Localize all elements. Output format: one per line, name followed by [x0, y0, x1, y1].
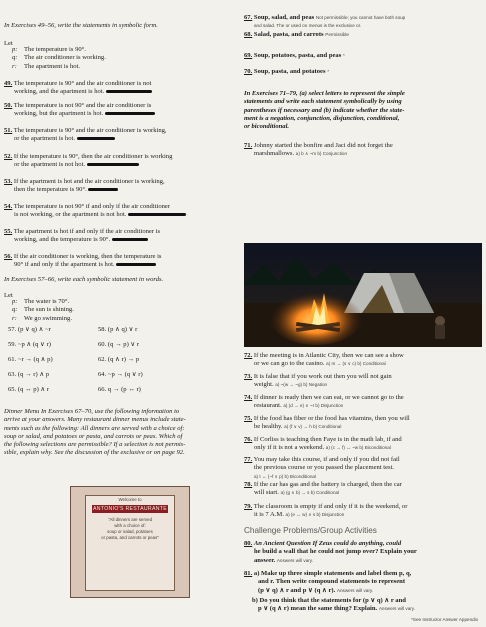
exercise-69: 69. Soup, potatoes, pasta, and peas *	[244, 52, 345, 59]
footnote: *See Instructor Answer Appendix	[411, 617, 478, 622]
exercise-49: 49. The temperature is 90° and the air conditioner is not working, and the apartment is hot.	[4, 80, 152, 96]
exercise-54: 54. The temperature is not 90° if and only if the air conditioner is not working, or the apartment is not hot.	[4, 203, 240, 220]
definitions-block	[12, 46, 106, 71]
exercise-50: 50. The temperature is not 90° and the air conditioner is working, but the apartment is hot.	[4, 102, 240, 119]
exercise-66: 66. q → (p ↔ r)	[98, 386, 141, 393]
campfire-photo	[244, 243, 482, 347]
restaurant-menu-image	[70, 486, 190, 598]
definition-r: r: The apartment is hot.	[12, 62, 81, 70]
let-label-2: Let	[4, 292, 13, 299]
exercise-64: 64. ~p → (q ∨ r)	[98, 371, 143, 378]
handwritten-answer-scribble	[105, 112, 155, 115]
menu-card	[85, 495, 175, 591]
exercise-79: 79. The classroom is empty if and only if it is the weekend, or it is 7 A.M. a) (e ↔ w) ∨ s b) Disjunction	[244, 503, 408, 519]
definition-p: p: The water is 70°.	[12, 298, 70, 305]
definition-q: q: The air conditioner is working.	[12, 54, 106, 62]
exercise-65: 65. (q ↔ p) ∧ r	[8, 386, 50, 393]
menu-welcome: Welcome to	[118, 497, 142, 502]
menu-line: "All dinners are served	[107, 517, 153, 522]
exercise-63: 63. (q → r) ∧ p	[8, 371, 50, 378]
handwritten-answer-scribble	[87, 163, 139, 166]
menu-line: with a choice of:	[114, 523, 146, 528]
section-intro-71-79: In Exercises 71–79, (a) select letters to represent the simple statements and write each statement symbolically by using parentheses if necessary and (b) indicate whether the state- ment is a negation, conjunction, disjunction, conditional, or biconditional.	[244, 90, 405, 131]
exercise-78: 78. If the car has gas and the battery is charged, then the car will start. a) (g ∧ b) → s b) Conditional	[244, 481, 402, 497]
handwritten-answer-scribble	[128, 213, 186, 216]
exercise-72: 72. If the meeting is in Atlantic City, then we can see a show or we can go to the casino. a) m → (s ∨ c) b) Conditional	[244, 352, 404, 368]
exercise-71: 71. Johnny started the bonfire and Jaci did not forget the marshmallows. a) b ∧ ~m b) Conjunction	[244, 142, 393, 158]
exercise-61: 61. ~r → (q ∧ p)	[8, 356, 53, 363]
definition-q: q: The sun is shining.	[12, 306, 74, 314]
exercise-57: 57. (p ∨ q) ∧ ~r	[8, 326, 51, 333]
exercise-68: 68. Salad, pasta, and carrots Permissible	[244, 31, 349, 38]
menu-restaurant-name: ANTONIO'S RESTAURANTE	[93, 506, 167, 512]
exercise-60: 60. (q → p) ∨ r	[98, 341, 140, 348]
exercise-56: 56. If the air conditioner is working, then the temperature is 90° if and only if the apartment is hot.	[4, 253, 162, 269]
handwritten-answer-scribble	[112, 238, 148, 241]
exercise-51: 51. The temperature is 90° and the air conditioner is working, or the apartment is hot.	[4, 127, 167, 143]
exercise-81b: b) Do you think that the statements for (p ∨ q) ∧ r and p ∨ (q ∧ r) mean the same thing? Explain. Answers will vary.	[252, 597, 416, 613]
menu-line: or pasta, and carrots or peas"	[101, 535, 159, 540]
exercise-52: 52. If the temperature is 90°, then the air conditioner is working or the apartment is not hot.	[4, 153, 173, 169]
exercise-81a: 81. a) Make up three simple statements and label them p, q, and r. Then write compound statements to represent (p ∨ q) ∧ r and p ∨ (q ∧ r). Answers will vary.	[244, 570, 412, 594]
exercise-55: 55. The apartment is hot if and only if the air conditioner is working, and the temperature is 90°.	[4, 228, 161, 244]
section-intro-57-66: In Exercises 57–66, write each symbolic statement in words.	[4, 276, 164, 283]
exercise-59: 59. ~p ∧ (q ∨ r)	[8, 341, 51, 348]
handwritten-answer-scribble	[116, 263, 156, 266]
exercise-62: 62. (q ∧ r) → p	[98, 356, 140, 363]
definition-r: r: We go swimming.	[12, 314, 73, 322]
definitions-block-2	[12, 298, 74, 323]
exercise-80: 80. An Ancient Question If Zeus could do anything, could he build a wall that he could not jump over? Explain your answer. Answers will vary.	[244, 540, 417, 564]
campfire-scene-image	[244, 243, 482, 347]
exercise-53: 53. If the apartment is hot and the air conditioner is working, then the temperature is 90°.	[4, 178, 165, 194]
exercise-77: 77. You may take this course, if and only if you did not fail the previous course or you passed the placement test. a) t ↔ (~f ∨ p) b) Biconditional	[244, 456, 400, 479]
definition-p: p: The temperature is 90°.	[12, 46, 86, 53]
exercise-58: 58. (p ∧ q) ∨ r	[98, 326, 138, 333]
menu-line: soup or salad, potatoes	[107, 529, 153, 534]
handwritten-answer-scribble	[88, 188, 118, 191]
handwritten-answer-scribble	[77, 137, 115, 140]
symbolic-exercises-57-66	[8, 326, 240, 406]
challenge-heading: Challenge Problems/Group Activities	[244, 526, 377, 535]
exercise-74: 74. If dinner is ready then we can eat, or we cannot go to the restaurant. a) (d → e) ∨ ~r b) Disjunction	[244, 394, 404, 410]
exercise-70: 70. Soup, pasta, and potatoes *	[244, 68, 329, 75]
section-intro-49-56: In Exercises 49–56, write the statements in symbolic form.	[4, 22, 158, 29]
exercise-76: 76. If Corliss is teaching then Faye is in the math lab, if and only if it is not a weekend. a) (c → f) ↔ ~w b) Biconditional	[244, 436, 402, 452]
exercise-67: 67. Soup, salad, and peas Not permissible; you cannot have both soup and salad. The or used on menus is the exclusive or.	[244, 14, 406, 29]
exercise-75: 75. If the food has fiber or the food has vitamins, then you will be healthy. a) (f ∨ v) → h b) Conditional	[244, 415, 410, 431]
handwritten-answer-scribble	[106, 90, 152, 93]
dinner-menu-intro: Dinner Menu In Exercises 67–70, use the following information to arrive at your answers. Many restaurant dinner menus include state- ments such as the following: All dinners are served with a choice of: soup or salad, and potatoes or pasta, and carrots or peas. Which of the following selections are permissible? If a selection is not permis- sible, explain why. See the discussion of the exclusive or on page 92.	[4, 408, 186, 457]
let-label: Let	[4, 40, 13, 47]
exercise-73: 73. It is false that if you work out then you will not gain weight. a) ~(w → ~g) b) Negation	[244, 373, 392, 389]
